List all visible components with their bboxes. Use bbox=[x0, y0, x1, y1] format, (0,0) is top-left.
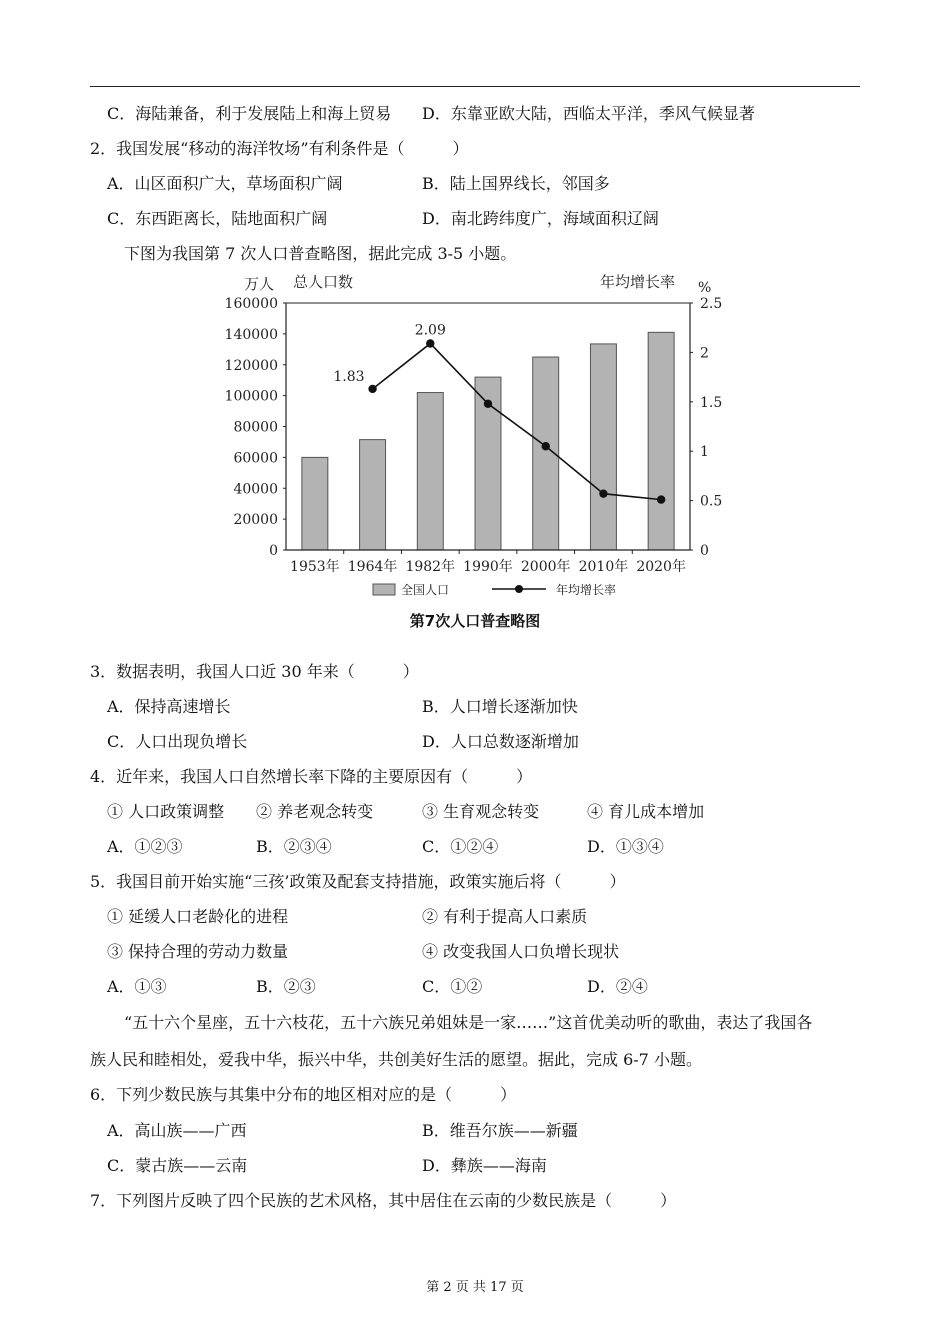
y-left-tick-label: 40000 bbox=[233, 481, 278, 498]
y-right-tick-label: 1.5 bbox=[700, 394, 723, 411]
q3-option-d: D．人口总数逐渐增加 bbox=[422, 732, 579, 751]
q7-stem: 7．下列图片反映了四个民族的艺术风格，其中居住在云南的少数民族是（ ） bbox=[90, 1191, 677, 1210]
y-left-tick-label: 160000 bbox=[224, 296, 278, 312]
q5-item-2: ② 有利于提高人口素质 bbox=[422, 907, 588, 926]
q1-option-c: C．海陆兼备，利于发展陆上和海上贸易 bbox=[107, 104, 392, 123]
x-tick-label: 1964年 bbox=[347, 559, 398, 575]
q5-option-a: A．①③ bbox=[107, 977, 167, 996]
page-footer: 第 2 页 共 17 页 bbox=[426, 1280, 524, 1295]
q5-item-1: ① 延缓人口老龄化的进程 bbox=[107, 907, 289, 926]
intro-3-5: 下图为我国第 7 次人口普查略图，据此完成 3-5 小题。 bbox=[124, 244, 517, 263]
q2-option-c: C．东西距离长，陆地面积广阔 bbox=[107, 209, 328, 228]
growth-rate-annotation: 1.83 bbox=[333, 368, 365, 385]
growth-rate-annotation: 2.09 bbox=[414, 322, 446, 339]
growth-rate-point bbox=[426, 339, 434, 347]
q5-item-4: ④ 改变我国人口负增长现状 bbox=[422, 942, 620, 961]
growth-rate-point bbox=[484, 400, 492, 408]
y-right-tick-label: 0.5 bbox=[700, 493, 723, 510]
q4-item-3: ③ 生育观念转变 bbox=[422, 802, 540, 821]
population-bar bbox=[360, 440, 386, 550]
q6-option-b: B．维吾尔族——新疆 bbox=[422, 1121, 578, 1140]
y-right-tick-label: 1 bbox=[700, 444, 709, 461]
q4-item-2: ② 养老观念转变 bbox=[256, 802, 374, 821]
q5-item-3: ③ 保持合理的劳动力数量 bbox=[107, 942, 289, 961]
q4-option-c: C．①②④ bbox=[422, 837, 499, 856]
population-census-chart bbox=[220, 268, 740, 608]
q3-option-b: B．人口增长逐渐加快 bbox=[422, 697, 578, 716]
q1-option-d: D．东靠亚欧大陆，西临太平洋，季风气候显著 bbox=[422, 104, 755, 123]
q6-option-c: C．蒙古族——云南 bbox=[107, 1156, 248, 1175]
population-bar bbox=[590, 344, 616, 550]
y-right-tick-label: 0 bbox=[700, 543, 709, 559]
x-tick-label: 1982年 bbox=[405, 559, 456, 575]
y-left-tick-label: 20000 bbox=[233, 512, 278, 529]
y-left-tick-label: 100000 bbox=[224, 388, 278, 405]
growth-rate-point bbox=[542, 442, 550, 450]
passage-line-2: 族人民和睦相处，爱我中华，振兴中华，共创美好生活的愿望。据此，完成 6-7 小题。 bbox=[90, 1050, 702, 1069]
y-left-tick-label: 60000 bbox=[233, 450, 278, 467]
q2-option-d: D．南北跨纬度广，海域面积辽阔 bbox=[422, 209, 659, 228]
growth-rate-line bbox=[373, 344, 662, 500]
q4-item-4: ④ 育儿成本增加 bbox=[587, 802, 705, 821]
legend-marker-growth bbox=[515, 585, 523, 593]
right-axis-title: 年均增长率 bbox=[600, 273, 676, 291]
left-axis-title: 总人口数 bbox=[293, 273, 354, 291]
y-right-tick-label: 2 bbox=[700, 345, 709, 362]
population-bar bbox=[648, 332, 674, 550]
q6-stem: 6．下列少数民族与其集中分布的地区相对应的是（ ） bbox=[90, 1085, 517, 1104]
y-left-tick-label: 80000 bbox=[233, 419, 278, 436]
q3-stem: 3．数据表明，我国人口近 30 年来（ ） bbox=[90, 662, 419, 681]
q4-option-d: D．①③④ bbox=[587, 837, 664, 856]
y-right-tick-label: 2.5 bbox=[700, 296, 723, 312]
q4-option-a: A．①②③ bbox=[107, 837, 183, 856]
right-unit-label: % bbox=[698, 280, 712, 296]
q6-option-d: D．彝族——海南 bbox=[422, 1156, 547, 1175]
q4-stem: 4．近年来，我国人口自然增长率下降的主要原因有（ ） bbox=[90, 767, 533, 786]
x-tick-label: 2010年 bbox=[578, 559, 629, 575]
legend-label-growth: 年均增长率 bbox=[556, 583, 617, 597]
x-tick-label: 1990年 bbox=[463, 559, 513, 575]
x-tick-label: 2020年 bbox=[636, 559, 686, 575]
q3-option-c: C．人口出现负增长 bbox=[107, 732, 248, 751]
q2-stem: 2．我国发展“移动的海洋牧场”有利条件是（ ） bbox=[90, 139, 469, 158]
q6-option-a: A．高山族——广西 bbox=[107, 1121, 247, 1140]
figure-caption: 第7次人口普查略图 bbox=[409, 612, 541, 630]
header-rule bbox=[90, 86, 860, 87]
y-left-tick-label: 120000 bbox=[224, 357, 278, 374]
q2-option-a: A．山区面积广大，草场面积广阔 bbox=[107, 174, 343, 193]
left-unit-label: 万人 bbox=[244, 275, 275, 293]
population-bar bbox=[417, 393, 443, 550]
growth-rate-point bbox=[657, 495, 665, 503]
q5-option-c: C．①② bbox=[422, 977, 483, 996]
q3-option-a: A．保持高速增长 bbox=[107, 697, 231, 716]
q2-option-b: B．陆上国界线长，邻国多 bbox=[422, 174, 610, 193]
growth-rate-point bbox=[599, 489, 607, 497]
q5-option-d: D．②④ bbox=[587, 977, 648, 996]
legend-label-population: 全国人口 bbox=[401, 583, 450, 597]
passage-line-1: “五十六个星座，五十六枝花，五十六族兄弟姐妹是一家……”这首优美动听的歌曲，表达了我国各 bbox=[124, 1013, 813, 1032]
legend-swatch-population bbox=[373, 584, 395, 595]
growth-rate-point bbox=[368, 385, 376, 393]
q5-stem: 5．我国目前开始实施“三孩’政策及配套支持措施，政策实施后将（ ） bbox=[90, 872, 626, 891]
x-tick-label: 2000年 bbox=[520, 559, 571, 575]
x-tick-label: 1953年 bbox=[290, 559, 340, 575]
q4-item-1: ① 人口政策调整 bbox=[107, 802, 225, 821]
y-left-tick-label: 0 bbox=[269, 543, 278, 559]
population-bar bbox=[302, 457, 328, 550]
q5-option-b: B．②③ bbox=[256, 977, 316, 996]
y-left-tick-label: 140000 bbox=[224, 326, 278, 343]
q4-option-b: B．②③④ bbox=[256, 837, 332, 856]
